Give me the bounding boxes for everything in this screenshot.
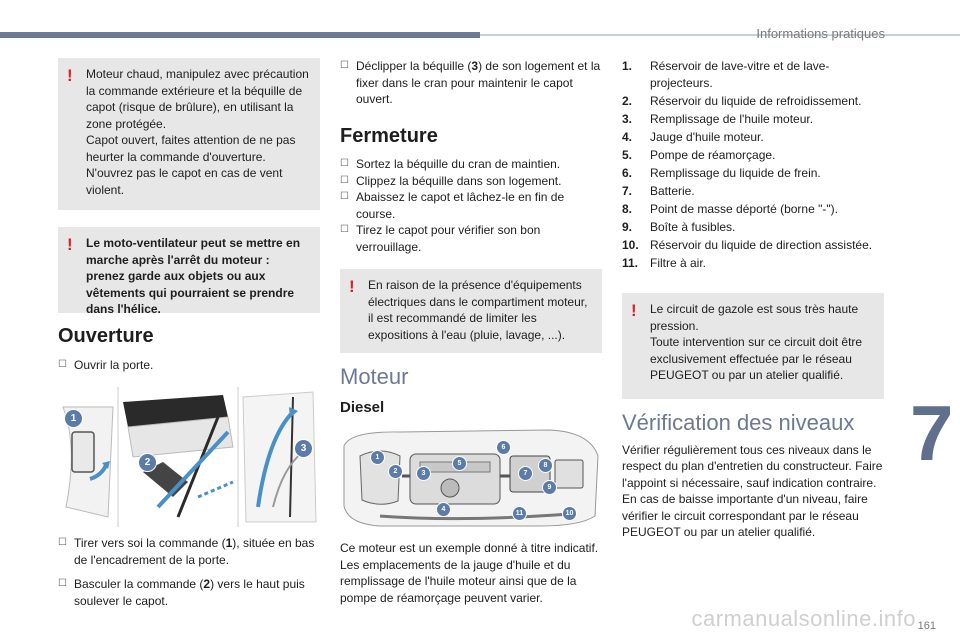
engine-callout: 4 xyxy=(436,502,451,517)
list-item: 2. Réservoir du liquide de refroidissement. xyxy=(622,93,862,108)
warning-icon: ! xyxy=(67,66,73,85)
warning-box-fan xyxy=(58,227,320,316)
verification-text: Vérifier régulièrement tous ces niveaux dans le respect du plan d'entretien du constructeur. Faire l'appoint si nécessaire, sauf indication contraire. En cas de baisse importante d'un niveau, faire vérifier le circuit correspondant par le réseau PEUGEOT ou par un atelier qualifié. xyxy=(622,442,883,539)
section-title-verification: Vérification des niveaux xyxy=(622,410,855,435)
engine-callout: 9 xyxy=(542,480,557,495)
warning-icon: ! xyxy=(631,301,637,320)
warning-box-water xyxy=(340,269,602,353)
list-item: 5. Pompe de réamorçage. xyxy=(622,147,776,162)
list-item: 4. Jauge d'huile moteur. xyxy=(622,129,764,144)
engine-callout: 5 xyxy=(452,456,467,471)
step-open-door: ☐ Ouvrir la porte. xyxy=(58,357,154,372)
step-unclip-stay: ☐ Déclipper la béquille (3) de son logement et la fixer dans le cran pour maintenir le capot ouvert. xyxy=(340,59,601,106)
checkbox-bullet-icon: ☐ xyxy=(340,60,349,71)
figure-callout: 3 xyxy=(294,439,313,458)
section-title-ouverture: Ouverture xyxy=(58,325,154,347)
header-bar xyxy=(0,32,480,38)
warning-icon: ! xyxy=(349,277,355,296)
engine-components-list xyxy=(622,58,884,271)
fermeture-step: ☐ Sortez la béquille du cran de maintien. xyxy=(340,157,561,171)
subsection-title-diesel: Diesel xyxy=(340,398,385,416)
fermeture-step: ☐ Clippez la béquille dans son logement. xyxy=(340,173,562,188)
warning-text: Le moto-ventilateur peut se mettre en marche après l'arrêt du moteur : prenez garde aux objets ou aux vêtements qui pourraient se prendre dans l'hélice. xyxy=(86,236,301,316)
checkbox-bullet-icon: ☐ xyxy=(58,578,67,589)
figure-callout: 2 xyxy=(138,453,157,472)
engine-callout: 10 xyxy=(562,506,577,521)
warning-box-diesel-pressure xyxy=(622,293,884,399)
warning-text: Moteur chaud, manipulez avec précaution la commande extérieure et la béquille de capot (risque de brûlure), en utilisant la zone protégée. xyxy=(86,67,309,131)
warning-text: Toute intervention sur ce circuit doit être exclusivement effectuée par le réseau PEUGEOT ou par un atelier qualifié. xyxy=(650,335,863,382)
engine-disclaimer: Ce moteur est un exemple donné à titre indicatif. Les emplacements de la jauge d'huile et du remplissage de l'huile moteur ainsi que de la pompe de réamorçage peuvent varier. xyxy=(340,541,599,605)
list-item: 7. Batterie. xyxy=(622,183,695,198)
list-item: 3. Remplissage de l'huile moteur. xyxy=(622,111,814,126)
section-title-fermeture: Fermeture xyxy=(340,124,438,147)
step-lift-hood: ☐ Basculer la commande (2) vers le haut puis soulever le capot. xyxy=(58,577,305,608)
fermeture-step: ☐ Abaissez le capot et lâchez-le en fin de course. xyxy=(340,190,565,221)
column-1 xyxy=(58,58,320,609)
figure-engine-bay xyxy=(340,426,602,530)
engine-callout: 3 xyxy=(416,466,431,481)
header-title: Informations pratiques xyxy=(756,26,885,41)
page-number: 161 xyxy=(917,620,936,632)
list-item: 10. Réservoir du liquide de direction assistée. xyxy=(622,237,873,252)
hood-opening-illustration xyxy=(58,387,320,527)
fermeture-step: ☐ Tirez le capot pour vérifier son bon verrouillage. xyxy=(340,223,541,254)
figure-callout: 1 xyxy=(64,409,83,428)
checkbox-bullet-icon: ☐ xyxy=(340,224,349,235)
engine-callout: 2 xyxy=(388,464,403,479)
fermeture-steps xyxy=(340,156,602,255)
engine-callout: 8 xyxy=(538,458,553,473)
chapter-number: 7 xyxy=(910,389,954,477)
checkbox-bullet-icon: ☐ xyxy=(340,191,349,202)
engine-callout: 1 xyxy=(370,450,385,465)
engine-callout: 6 xyxy=(496,440,511,455)
list-item: 11. Filtre à air. xyxy=(622,255,707,270)
checkbox-bullet-icon: ☐ xyxy=(340,158,349,169)
warning-text: En raison de la présence d'équipements électriques dans le compartiment moteur, il est recommandé de limiter les expositions à l'eau (pluie, lavage, ...). xyxy=(368,278,588,342)
checkbox-bullet-icon: ☐ xyxy=(340,174,349,186)
engine-callout: 11 xyxy=(512,506,527,521)
figure-hood-opening xyxy=(58,387,320,527)
list-item: 9. Boîte à fusibles. xyxy=(622,219,736,234)
warning-box-hot-engine xyxy=(58,58,320,210)
engine-callout: 7 xyxy=(518,466,533,481)
step-pull-handle: ☐ Tirer vers soi la commande (1), située en bas de l'encadrement de la porte. xyxy=(58,536,315,567)
footer-watermark: carmanualsonline.info xyxy=(691,606,916,631)
checkbox-bullet-icon: ☐ xyxy=(58,358,67,370)
warning-text: Capot ouvert, faites attention de ne pas heurter la commande d'ouverture. xyxy=(86,133,296,164)
warning-text: Le circuit de gazole est sous très haute pression. xyxy=(650,302,859,333)
header-bar-light xyxy=(480,34,960,36)
column-2 xyxy=(340,58,602,606)
section-title-moteur: Moteur xyxy=(340,364,409,389)
list-item: 6. Remplissage du liquide de frein. xyxy=(622,165,821,180)
column-3 xyxy=(622,58,884,541)
warning-text: N'ouvrez pas le capot en cas de vent violent. xyxy=(86,166,283,197)
checkbox-bullet-icon: ☐ xyxy=(58,537,67,548)
list-item: 8. Point de masse déporté (borne "-"). xyxy=(622,201,838,216)
list-item: 1. Réservoir de lave-vitre et de lave-projecteurs. xyxy=(622,59,830,90)
warning-icon: ! xyxy=(67,235,73,254)
